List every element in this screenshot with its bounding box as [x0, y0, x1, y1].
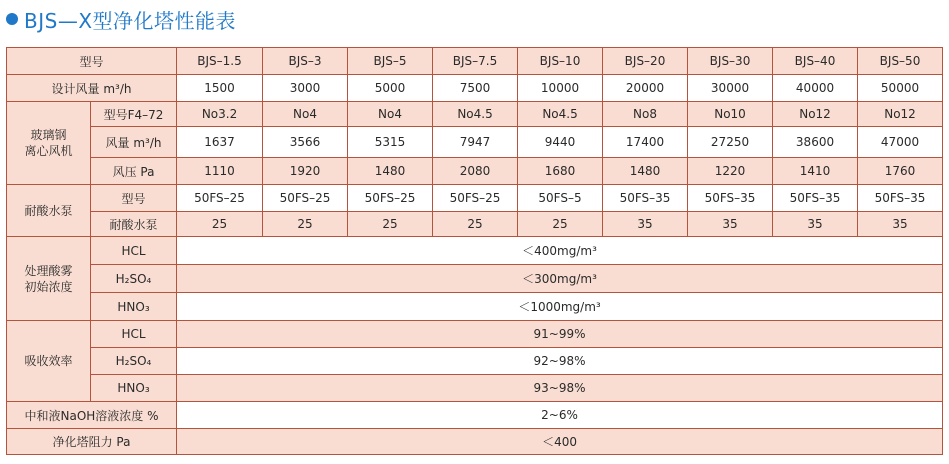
treatment-group-label [7, 237, 91, 321]
treatment-hcl-row [7, 237, 943, 265]
model-cell: BJS–40 [773, 48, 858, 75]
fan-pressure-row [7, 158, 943, 185]
value-cell: 50FS–35 [858, 185, 943, 212]
value-cell: 5000 [348, 75, 433, 102]
model-cell: BJS–5 [348, 48, 433, 75]
model-cell: BJS–3 [263, 48, 348, 75]
value-cell: 25 [263, 212, 348, 237]
value-cell: 1110 [177, 158, 263, 185]
absorption-label: HNO₃ [91, 375, 177, 402]
fan-flow-row [7, 127, 943, 158]
value-cell: 7947 [433, 127, 518, 158]
pump-group-label: 耐酸水泵 [7, 185, 91, 237]
absorption-hno3-row [7, 375, 943, 402]
value-cell: No10 [688, 102, 773, 127]
value-cell: 27250 [688, 127, 773, 158]
value-cell: No8 [603, 102, 688, 127]
treatment-label: H₂SO₄ [91, 265, 177, 293]
value-cell: 25 [518, 212, 603, 237]
value-cell: 2080 [433, 158, 518, 185]
value-cell: 5315 [348, 127, 433, 158]
value-cell: 50FS–35 [688, 185, 773, 212]
value-cell: 1637 [177, 127, 263, 158]
absorption-hcl-row [7, 321, 943, 348]
row-label: 设计风量 m³/h [7, 75, 177, 102]
value-cell: 1680 [518, 158, 603, 185]
value-cell: No4 [348, 102, 433, 127]
pump-row [7, 212, 943, 237]
value-cell: 17400 [603, 127, 688, 158]
treatment-hno3-row [7, 293, 943, 321]
fan-pressure-label: 风压 Pa [91, 158, 177, 185]
treatment-h2so4-row [7, 265, 943, 293]
model-cell: BJS–20 [603, 48, 688, 75]
value-cell: 50FS–25 [177, 185, 263, 212]
absorption-value: 92~98% [177, 348, 943, 375]
pump-label: 耐酸水泵 [91, 212, 177, 237]
value-cell: 50FS–35 [773, 185, 858, 212]
treatment-value: ＜1000mg/m³ [177, 293, 943, 321]
value-cell: No4.5 [433, 102, 518, 127]
value-cell: 1410 [773, 158, 858, 185]
resistance-label: 净化塔阻力 Pa [7, 429, 177, 455]
fan-group-line: 离心风机 [24, 144, 73, 158]
fan-flow-label: 风量 m³/h [91, 127, 177, 158]
value-cell: No3.2 [177, 102, 263, 127]
resistance-value: ＜400 [177, 429, 943, 455]
value-cell: 20000 [603, 75, 688, 102]
value-cell: No4 [263, 102, 348, 127]
value-cell: 3566 [263, 127, 348, 158]
value-cell: 35 [858, 212, 943, 237]
absorption-value: 93~98% [177, 375, 943, 402]
value-cell: 1920 [263, 158, 348, 185]
page-title-text: BJS—X型净化塔性能表 [24, 8, 237, 33]
value-cell: 1220 [688, 158, 773, 185]
value-cell: 40000 [773, 75, 858, 102]
naoh-label: 中和液NaOH溶液浓度 % [7, 402, 177, 429]
absorption-label: HCL [91, 321, 177, 348]
model-cell: BJS–10 [518, 48, 603, 75]
fan-model-label: 型号F4–72 [91, 102, 177, 127]
performance-table [6, 47, 943, 455]
value-cell: No12 [858, 102, 943, 127]
value-cell: No4.5 [518, 102, 603, 127]
fan-group-label [7, 102, 91, 185]
value-cell: 50FS–35 [603, 185, 688, 212]
value-cell: 50FS–5 [518, 185, 603, 212]
absorption-label: H₂SO₄ [91, 348, 177, 375]
model-cell: BJS–50 [858, 48, 943, 75]
header-label: 型号 [7, 48, 177, 75]
value-cell: 35 [688, 212, 773, 237]
value-cell: 1480 [603, 158, 688, 185]
value-cell: 30000 [688, 75, 773, 102]
absorption-h2so4-row [7, 348, 943, 375]
value-cell: 1500 [177, 75, 263, 102]
air-volume-row [7, 75, 943, 102]
model-cell: BJS–1.5 [177, 48, 263, 75]
value-cell: 35 [773, 212, 858, 237]
fan-model-row [7, 102, 943, 127]
treatment-label: HNO₃ [91, 293, 177, 321]
value-cell: 35 [603, 212, 688, 237]
absorption-group-label: 吸收效率 [7, 321, 91, 402]
pump-model-row [7, 185, 943, 212]
value-cell: 25 [177, 212, 263, 237]
model-cell: BJS–7.5 [433, 48, 518, 75]
fan-group-line: 玻璃钢 [30, 128, 67, 142]
value-cell: 10000 [518, 75, 603, 102]
value-cell: 7500 [433, 75, 518, 102]
treatment-value: ＜300mg/m³ [177, 265, 943, 293]
value-cell: 1760 [858, 158, 943, 185]
resistance-row [7, 429, 943, 455]
treatment-value: ＜400mg/m³ [177, 237, 943, 265]
value-cell: 1480 [348, 158, 433, 185]
value-cell: 47000 [858, 127, 943, 158]
value-cell: 25 [348, 212, 433, 237]
treatment-group-line: 初始浓度 [24, 279, 73, 294]
treatment-group-line: 处理酸雾 [24, 263, 73, 278]
value-cell: 50FS–25 [263, 185, 348, 212]
value-cell: 3000 [263, 75, 348, 102]
value-cell: 25 [433, 212, 518, 237]
page-title [6, 4, 236, 34]
naoh-value: 2~6% [177, 402, 943, 429]
value-cell: No12 [773, 102, 858, 127]
pump-model-label: 型号 [91, 185, 177, 212]
model-cell: BJS–30 [688, 48, 773, 75]
naoh-row [7, 402, 943, 429]
value-cell: 9440 [518, 127, 603, 158]
value-cell: 50FS–25 [433, 185, 518, 212]
value-cell: 50000 [858, 75, 943, 102]
header-row [7, 48, 943, 75]
value-cell: 38600 [773, 127, 858, 158]
treatment-label: HCL [91, 237, 177, 265]
bullet-icon [6, 13, 18, 25]
absorption-value: 91~99% [177, 321, 943, 348]
value-cell: 50FS–25 [348, 185, 433, 212]
